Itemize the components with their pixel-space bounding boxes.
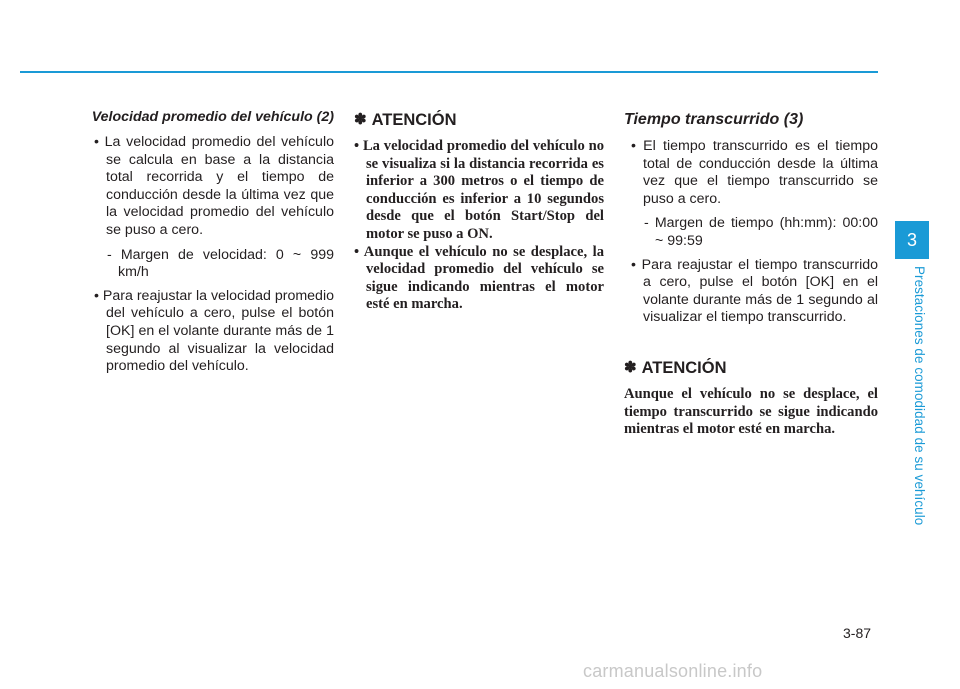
header-divider (20, 71, 878, 73)
bullet-paragraph: • La velocidad promedio del vehículo se calcula en base a la distancia total recorrida y el tiempo de conducción desde la última vez que la velocidad promedio del vehículo se puso a cero. (94, 134, 334, 238)
range-note: - Margen de velocidad: 0 ~ 999 km/h (107, 246, 334, 281)
attention-bullet: • La velocidad promedio del vehículo no se visualiza si la distancia recorrida es inferior a 300 metros o el tiempo de conducción es inferior a 10 segundos desde que el botón Start/Stop del motor se puso a ON. (354, 138, 604, 242)
bullet-paragraph: • El tiempo transcurrido es el tiempo total de conducción desde la última vez que el tiempo transcurrido se puso a cero. (631, 138, 878, 207)
attention-text: Aunque el vehículo no se desplace, el tiempo transcurrido se sigue indicando mientras el motor esté en marcha. (624, 385, 878, 438)
bullet-paragraph: • Para reajustar la velocidad promedio del vehículo a cero, pulse el botón [OK] en el volante durante más de 1 segundo al visualizar la velocidad promedio del vehículo. (94, 287, 334, 375)
range-note: - Margen de tiempo (hh:mm): 00:00 ~ 99:59 (644, 215, 878, 249)
bullet-paragraph: • Para reajustar el tiempo transcurrido a cero, pulse el botón [OK] en el volante durante más de 1 segundo al visualizar el tiempo transcurrido. (631, 256, 878, 326)
watermark: carmanualsonline.info (583, 661, 763, 681)
attention-heading (624, 358, 878, 378)
asterisk-icon: ✽ (354, 111, 367, 128)
attention-title: ATENCIÓN (371, 111, 457, 129)
attention-bullet: • Aunque el vehículo no se desplace, la velocidad promedio del vehículo se sigue indicando mientras el motor esté en marcha. (354, 243, 604, 313)
chapter-tab: 3 (895, 221, 929, 259)
middle-column (354, 108, 604, 314)
page-number: 3-87 (843, 625, 872, 641)
attention-title: ATENCIÓN (641, 358, 727, 377)
right-column (624, 108, 878, 439)
asterisk-icon: ✽ (624, 358, 637, 376)
left-column (87, 108, 334, 376)
section-heading: Tiempo transcurrido (3) (624, 111, 804, 128)
attention-heading (354, 110, 604, 130)
chapter-title: Prestaciones de comodidad de su vehículo (912, 266, 927, 526)
section-heading: Velocidad promedio del vehículo (2) (91, 109, 334, 125)
